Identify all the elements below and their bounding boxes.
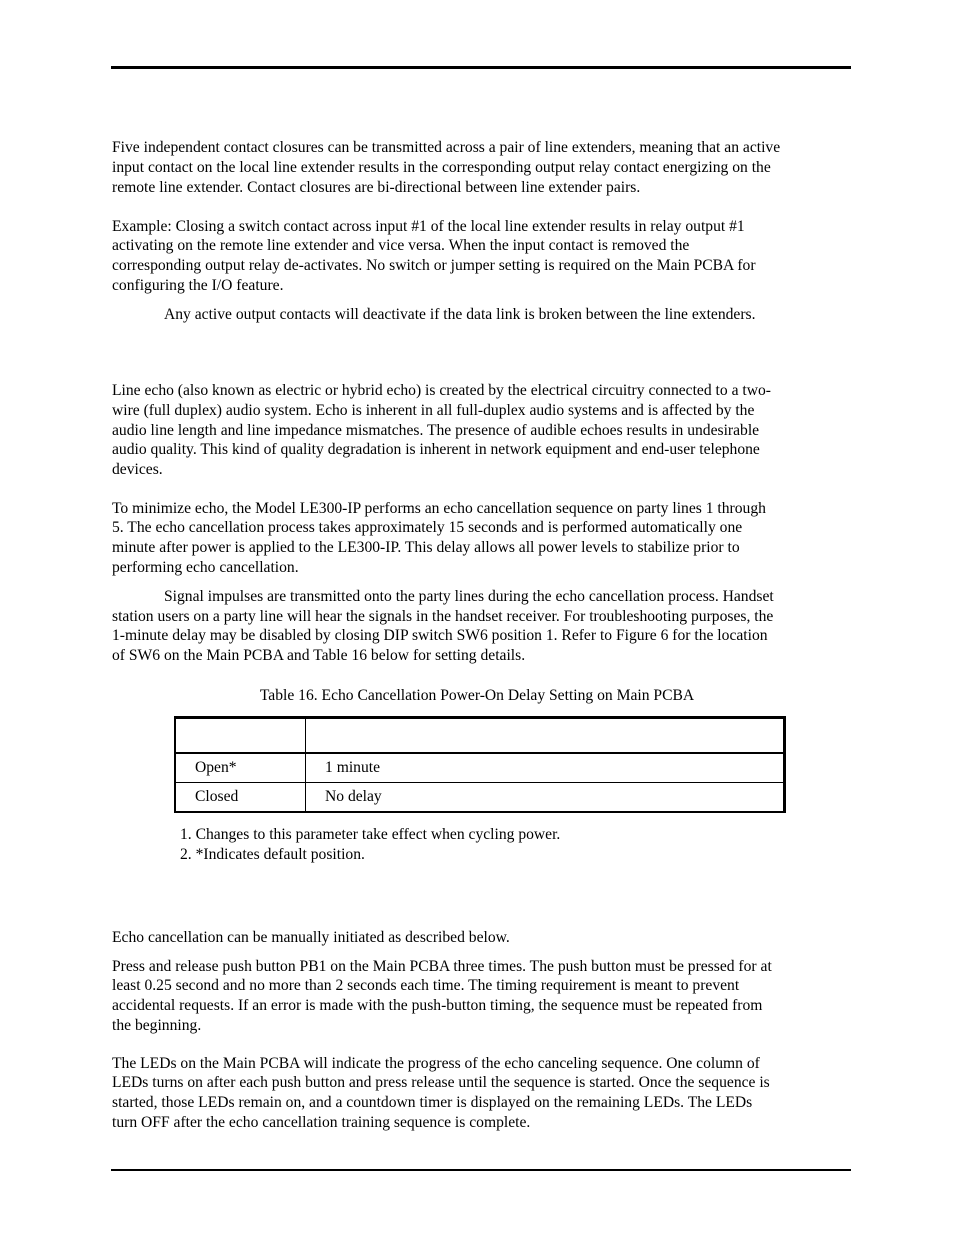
text-line: configuring the I/O feature. xyxy=(112,277,284,294)
text-line: minute after power is applied to the LE300-IP. This delay allows all power levels to stabilize prior to xyxy=(112,539,740,556)
text-line: audio line length and line impedance mismatches. The presence of audible echoes results in undesirable xyxy=(112,422,760,439)
text-line: performing echo cancellation. xyxy=(112,559,299,576)
table-header-row xyxy=(175,718,785,754)
table-note: 1. Changes to this parameter take effect when cycling power. xyxy=(180,826,561,843)
table-caption: Table 16. Echo Cancellation Power-On Delay Setting on Main PCBA xyxy=(259,687,695,704)
text-line: LEDs turns on after each push button and press release until the sequence is started. Once the sequence is xyxy=(112,1074,770,1091)
io-paragraph-3: Any active output contacts will deactivate if the data link is broken between the line extenders. xyxy=(164,306,756,323)
text-line: station users on a party line will hear the signals in the handset receiver. For troubleshooting purposes, the xyxy=(112,608,774,625)
text-line: devices. xyxy=(112,461,163,478)
text-line: input contact on the local line extender results in the corresponding output relay contact energizing on the xyxy=(112,159,771,176)
text-line: audio quality. This kind of quality degradation is inherent in network equipment and end-user telephone xyxy=(112,441,760,458)
table-row xyxy=(175,783,785,813)
text-line: Press and release push button PB1 on the Main PCBA three times. The push button must be pressed for at xyxy=(112,958,772,975)
text-line: Five independent contact closures can be transmitted across a pair of line extenders, meaning that an active xyxy=(112,139,781,156)
text-line: least 0.25 second and no more than 2 seconds each time. The timing requirement is meant to prevent xyxy=(112,977,740,994)
header-rule xyxy=(111,66,851,69)
text-line: Signal impulses are transmitted onto the party lines during the echo cancellation process. Handset xyxy=(164,588,774,605)
text-line: activating on the remote line extender and vice versa. When the input contact is removed the xyxy=(112,237,690,254)
text-line: The LEDs on the Main PCBA will indicate the progress of the echo canceling sequence. One column of xyxy=(112,1055,760,1072)
text-line: 5. The echo cancellation process takes approximately 15 seconds and is performed automatically one xyxy=(112,519,743,536)
setting-cell: Closed xyxy=(175,783,306,813)
value-cell: No delay xyxy=(306,783,785,813)
table-header-cell xyxy=(175,718,306,754)
text-line: To minimize echo, the Model LE300-IP performs an echo cancellation sequence on party lines 1 through xyxy=(112,500,766,517)
text-line: remote line extender. Contact closures are bi-directional between line extender pairs. xyxy=(112,179,641,196)
text-line: wire (full duplex) audio system. Echo is inherent in all full-duplex audio systems and is affected by the xyxy=(112,402,755,419)
text-line: the beginning. xyxy=(112,1017,202,1034)
text-line: 1-minute delay may be disabled by closing DIP switch SW6 position 1. Refer to Figure 6 for the location xyxy=(112,627,768,644)
manual-paragraph-1: Echo cancellation can be manually initiated as described below. xyxy=(112,929,510,946)
text-line: Line echo (also known as electric or hybrid echo) is created by the electrical circuitry connected to a two- xyxy=(112,382,771,399)
text-line: accidental requests. If an error is made with the push-button timing, the sequence must be repeated from xyxy=(112,997,763,1014)
text-line: corresponding output relay de-activates. No switch or jumper setting is required on the Main PCBA for xyxy=(112,257,756,274)
settings-table xyxy=(174,716,786,813)
table-header-cell xyxy=(306,718,785,754)
setting-cell: Open* xyxy=(175,753,306,783)
table-note: 2. *Indicates default position. xyxy=(180,846,365,863)
footer-rule xyxy=(111,1169,851,1171)
text-line: Example: Closing a switch contact across input #1 of the local line extender results in relay output #1 xyxy=(112,218,745,235)
table-row xyxy=(175,753,785,783)
value-cell: 1 minute xyxy=(306,753,785,783)
text-line: turn OFF after the echo cancellation training sequence is complete. xyxy=(112,1114,531,1131)
text-line: started, those LEDs remain on, and a countdown timer is displayed on the remaining LEDs. The LEDs xyxy=(112,1094,753,1111)
text-line: of SW6 on the Main PCBA and Table 16 below for setting details. xyxy=(112,647,526,664)
